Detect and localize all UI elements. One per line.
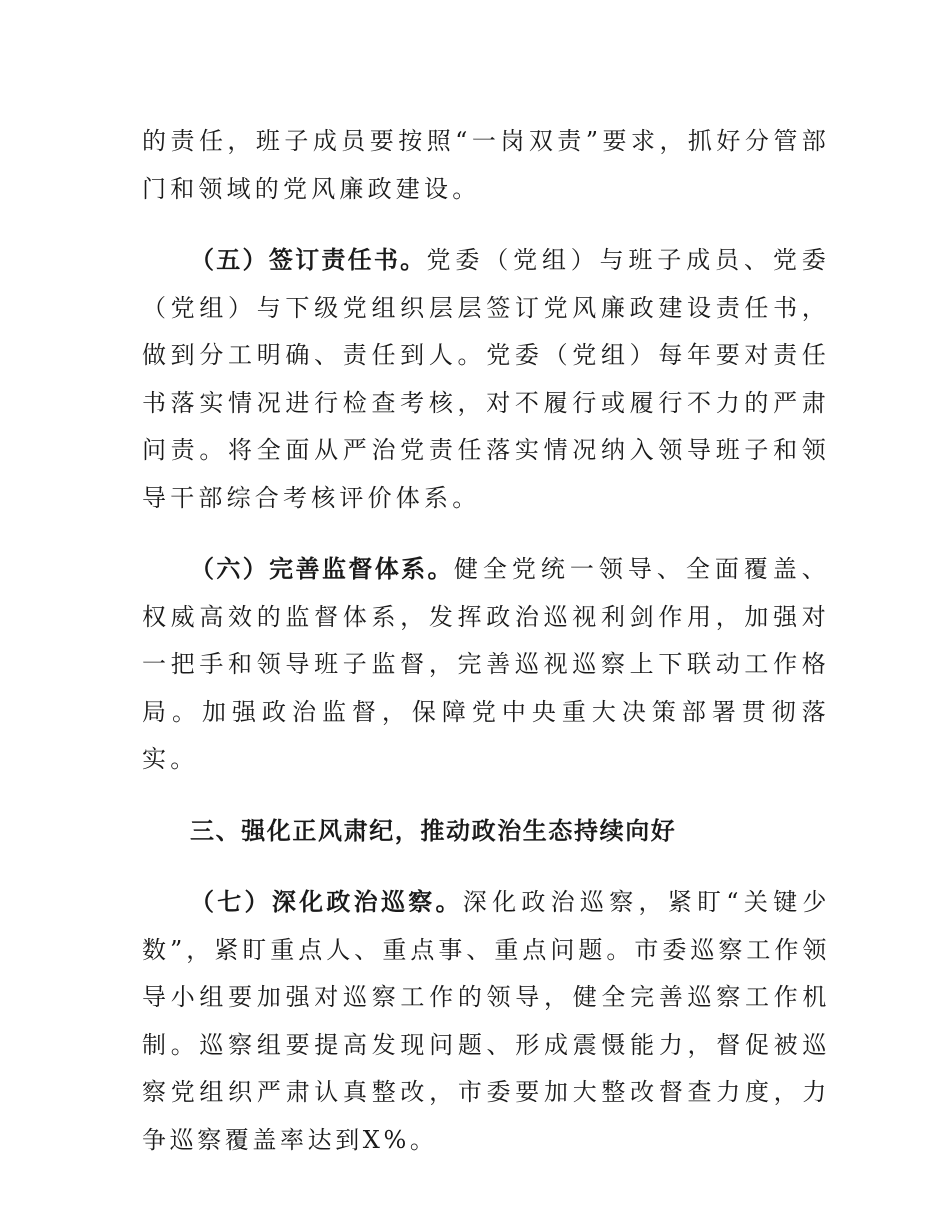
item-7-text: 深化政治巡察，紧盯“关键少数”，紧盯重点人、重点事、重点问题。市委巡察工作领导小组要加强对巡察工作的领导，健全完善巡察工作机制。巡察组要提高发现问题、形成震慑能力，督促被巡察党组织严肃认真整改，市委要加大整改督查力度，力争巡察覆盖率达到X%。 — [142, 888, 831, 1154]
paragraph-item-5 — [142, 237, 830, 522]
item-7-heading: （七）深化政治巡察。 — [190, 888, 463, 916]
item-6-text: 健全党统一领导、全面覆盖、权威高效的监督体系，发挥政治巡视利剑作用，加强对一把手和领导班子监督，完善巡视巡察上下联动工作格局。加强政治监督，保障党中央重大决策部署贯彻落实。 — [142, 555, 830, 773]
section-3-heading: 三、强化正风肃纪，推动政治生态持续向好 — [190, 816, 677, 845]
document-body — [142, 118, 830, 1188]
paragraph-item-6 — [142, 546, 830, 784]
item-5-text: 党委（党组）与班子成员、党委（党组）与下级党组织层层签订党风廉政建设责任书，做到分工明确、责任到人。党委（党组）每年要对责任书落实情况进行检查考核，对不履行或履行不力的严肃问责。将全面从严治党责任落实情况纳入领导班子和领导干部综合考核评价体系。 — [142, 246, 830, 512]
paragraph-continuation: 的责任，班子成员要按照“一岗双责”要求，抓好分管部门和领域的党风廉政建设。 — [142, 127, 830, 203]
item-5-heading: （五）签订责任书。 — [190, 246, 427, 274]
item-6-heading: （六）完善监督体系。 — [190, 555, 454, 583]
paragraph-item-7 — [142, 879, 830, 1164]
